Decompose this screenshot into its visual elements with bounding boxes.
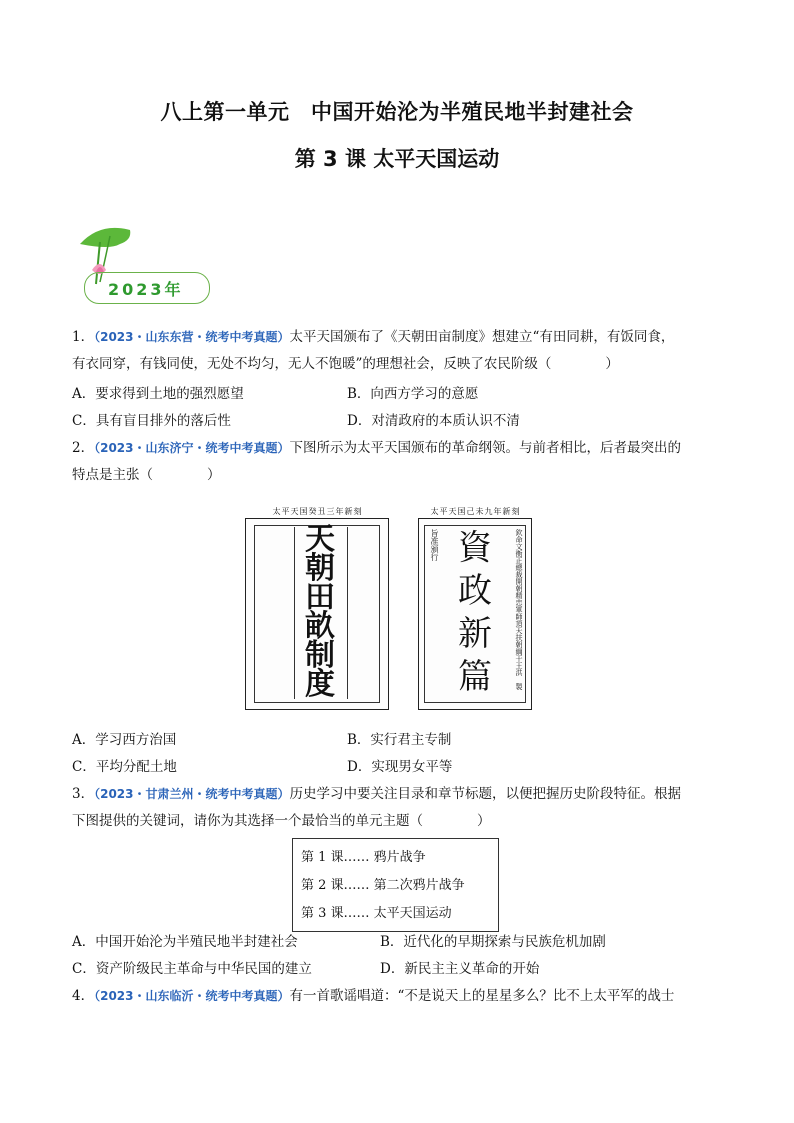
cover-char: 政 [458,571,492,611]
cover-side-text-2: 欽命文衡正總裁開朝精忠軍師頂天扶朝綱干王洪 製 [515,529,523,690]
question-3 [72,781,732,835]
option-c: C．资产阶级民主革命与中华民国的建立 [72,961,312,977]
question-source: （2023・甘肃兰州・统考中考真题） [94,787,290,801]
cover-header: 太平天国癸丑三年新刻 [272,507,363,516]
question-source: （2023・山东临沂・统考中考真题） [94,989,290,1003]
question-stem-2: 特点是主张（ ） [72,467,221,483]
question-stem: 下图所示为太平天国颁布的革命纲领。与前者相比，后者最突出的 [289,440,681,456]
question-4 [72,983,732,1010]
question-stem: 太平天国颁布了《天朝田亩制度》想建立“有田同耕，有饭同食， [289,329,675,345]
book-cover-left [245,506,390,710]
option-a: A．要求得到土地的强烈愿望 [72,386,244,402]
option-a: A．中国开始沦为半殖民地半封建社会 [72,934,298,950]
question-stem-2: 有衣同穿，有钱同使，无处不均匀，无人不饱暖”的理想社会，反映了农民阶级（ ） [72,356,619,372]
option-d: D．对清政府的本质认识不清 [347,413,520,429]
question-stem-2: 下图提供的关键词，请你为其选择一个最恰当的单元主题（ ） [72,813,491,829]
option-a: A．学习西方治国 [72,732,177,748]
cover-char: 資 [458,528,492,568]
question-number: 2． [72,440,95,456]
question-number: 3． [72,786,95,802]
contents-row: 第 1 课…… 鸦片战争 [301,850,426,865]
option-b: B．向西方学习的意愿 [347,386,479,402]
cover-char: 朝 [305,551,335,586]
question-stem: 有一首歌谣唱道：“不是说天上的星星多么？比不上太平军的战士 [289,988,675,1004]
cover-char: 制 [305,638,335,673]
question-source: （2023・山东济宁・统考中考真题） [94,441,290,455]
lesson-title: 第 3 课 太平天国运动 [294,147,500,171]
cover-char: 新 [458,614,492,654]
contents-row: 第 2 课…… 第二次鸦片战争 [301,878,465,893]
cover-header: 太平天国己未九年新刻 [430,507,521,516]
contents-row: 第 3 课…… 太平天国运动 [301,906,452,921]
question-number: 1． [72,329,95,345]
unit-title: 八上第一单元 中国开始沦为半殖民地半封建社会 [160,100,634,124]
cover-char: 度 [305,667,335,702]
book-cover-right [418,506,533,710]
option-d: D．新民主主义革命的开始 [380,961,540,977]
cover-side-text: 旨准頒行 [430,529,439,561]
option-d: D．实现男女平等 [347,759,453,775]
option-c: C．平均分配土地 [72,759,177,775]
question-number: 4． [72,988,95,1004]
year-badge-text: 2023年 [108,280,184,299]
option-b: B．近代化的早期探索与民族危机加剧 [380,934,606,950]
cover-char: 畝 [305,609,335,644]
question-1 [72,324,732,378]
cover-char: 田 [305,580,335,615]
question-stem: 历史学习中要关注目录和章节标题，以便把握历史阶段特征。根据 [289,786,681,802]
option-c: C．具有盲目排外的落后性 [72,413,231,429]
cover-char: 篇 [458,657,492,697]
cover-char: 天 [305,522,335,557]
question-2 [72,435,732,489]
option-b: B．实行君主专制 [347,732,452,748]
contents-table [292,838,499,932]
question-source: （2023・山东东营・统考中考真题） [94,330,290,344]
year-badge [70,222,220,312]
